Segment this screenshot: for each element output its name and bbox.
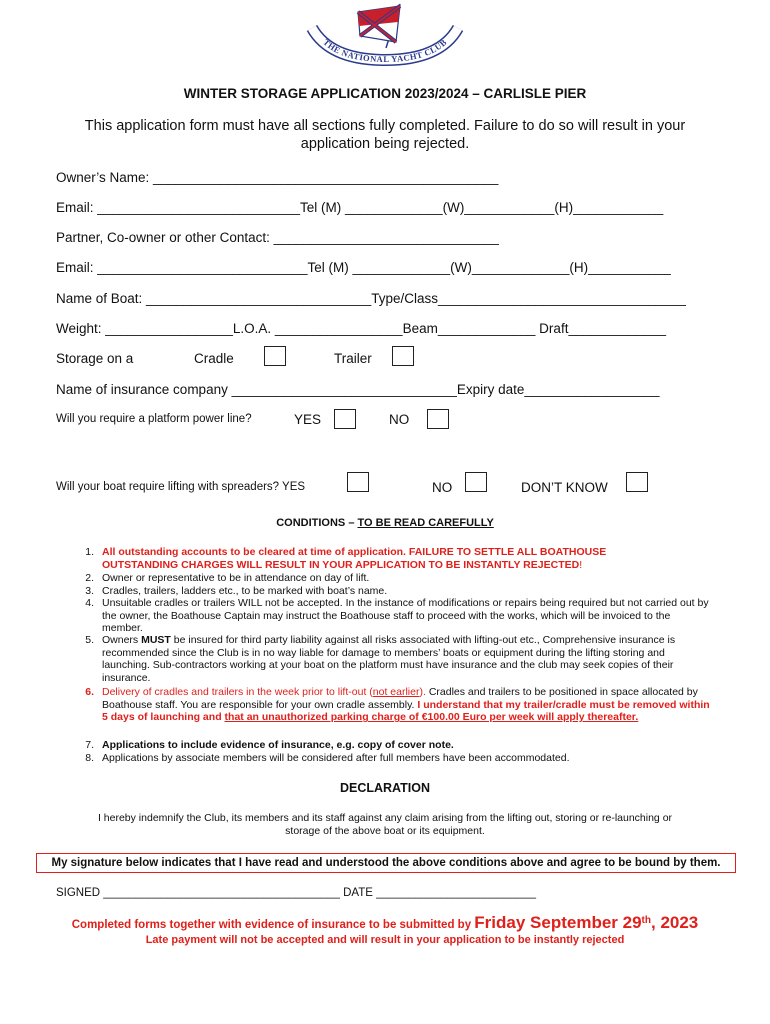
svg-text:THE NATIONAL YACHT CLUB: THE NATIONAL YACHT CLUB — [321, 36, 449, 65]
partner-contact-field[interactable]: Partner, Co-owner or other Contact: ______________________________ — [56, 230, 499, 245]
storage-label: Storage on a — [56, 351, 134, 366]
trailer-checkbox[interactable] — [392, 346, 414, 366]
power-no-label: NO — [389, 412, 410, 427]
cradle-label: Cradle — [194, 351, 234, 366]
club-logo — [300, 2, 470, 68]
submission-deadline: Completed forms together with evidence of insurance to be submitted by Friday September 29th, 2023 — [71, 913, 699, 932]
form-title: WINTER STORAGE APPLICATION 2023/2024 – CARLISLE PIER — [183, 86, 587, 101]
declaration-line-1: I hereby indemnify the Club, its members and its staff against any claim arising from the lifting out, storing or re-launching or — [97, 812, 673, 824]
spreader-dont-know-checkbox[interactable] — [626, 472, 648, 492]
intro-line-1: This application form must have all sections fully completed. Failure to do so will result in your — [84, 118, 686, 134]
trailer-label: Trailer — [334, 351, 372, 366]
late-payment-notice: Late payment will not be accepted and will result in your application to be instantly rejected — [145, 934, 625, 946]
condition-3: 3. Cradles, trailers, ladders etc., to be marked with boat’s name. — [85, 585, 388, 597]
spreader-question: Will your boat require lifting with spreaders? YES — [56, 481, 306, 493]
cradle-checkbox[interactable] — [264, 346, 286, 366]
spreader-no-label: NO — [432, 480, 453, 495]
power-yes-label: YES — [294, 412, 322, 427]
condition-7: 7. Applications to include evidence of insurance, e.g. copy of cover note. — [85, 739, 454, 751]
power-line-question: Will you require a platform power line? — [56, 413, 252, 425]
spreader-dont-know-label: DON’T KNOW — [521, 480, 608, 495]
email-tel-field-2[interactable]: Email: ____________________________Tel (M) _____________(W)_____________(H)___________ — [56, 260, 671, 275]
power-yes-checkbox[interactable] — [334, 409, 356, 429]
signed-date-field[interactable]: SIGNED _____________________________________ DATE _________________________ — [56, 887, 537, 899]
condition-2: 2. Owner or representative to be in attendance on day of lift. — [85, 572, 370, 584]
weight-loa-beam-draft-field[interactable]: Weight: _________________L.O.A. _________________Beam_____________ Draft_____________ — [56, 321, 667, 336]
declaration-line-2: storage of the above boat or its equipment. — [285, 825, 485, 837]
conditions-heading: CONDITIONS – TO BE READ CAREFULLY — [276, 517, 494, 529]
condition-4: 4. Unsuitable cradles or trailers WILL not be accepted. In the instance of modifications or repairs being required but not carried out by the owner, the Boathouse Captain may instruct the Boathouse staff to proceed with the works, which will be invoiced to the member. — [85, 597, 709, 635]
condition-1: 1. All outstanding accounts to be cleared at time of application. FAILURE TO SETTLE ALL BOATHOUSE OUTSTANDING CHARGES WILL RESULT IN YOUR APPLICATION TO BE INSTANTLY REJECTED! — [85, 546, 607, 571]
intro-line-2: application being rejected. — [300, 136, 470, 152]
owner-name-field[interactable]: Owner’s Name: ______________________________________________ — [56, 170, 499, 185]
insurance-expiry-field[interactable]: Name of insurance company ______________________________Expiry date__________________ — [56, 382, 660, 397]
condition-6: 6. Delivery of cradles and trailers in the week prior to lift-out (not earlier). Cradles and trailers to be positioned in space allocated by Boathouse staff. You are responsible for your own cradle assembly. I understand that my trailer/cradle must be removed within 5 days of launching and that an unauthorized parking charge of €100.00 Euro per week will apply thereafter. — [85, 686, 710, 724]
spreader-yes-checkbox[interactable] — [347, 472, 369, 492]
signature-statement-box: My signature below indicates that I have read and understood the above conditions above and agree to be bound by them. — [36, 853, 736, 873]
spreader-no-checkbox[interactable] — [465, 472, 487, 492]
power-no-checkbox[interactable] — [427, 409, 449, 429]
condition-5: 5. Owners MUST be insured for third party liability against all risks associated with lifting-out etc., Comprehensive insurance is recommended since the Club is in no way liable for damage to members’ boats or equipment during the lifting storing and launching. Sub-contractors working at your boat on the platform must have insurance and the club may seek copies of their insurance. — [85, 634, 676, 684]
boat-name-type-field[interactable]: Name of Boat: ______________________________Type/Class_________________________________ — [56, 291, 686, 306]
condition-8: 8. Applications by associate members will be considered after full members have been accommodated. — [85, 752, 570, 764]
declaration-heading: DECLARATION — [339, 781, 431, 795]
email-tel-field-1[interactable]: Email: ___________________________Tel (M) _____________(W)____________(H)____________ — [56, 200, 664, 215]
